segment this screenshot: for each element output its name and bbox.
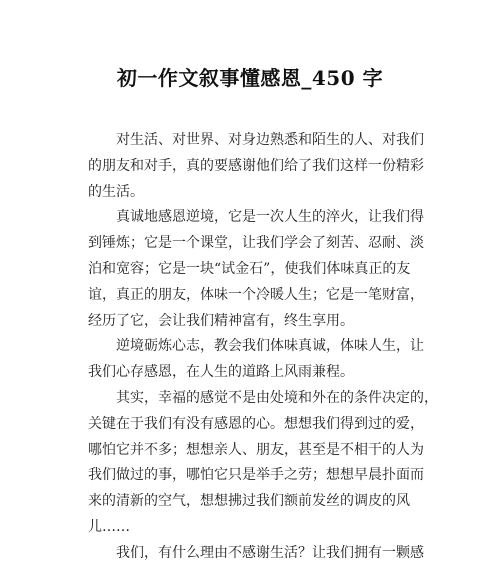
paragraph-line: 其实，幸福的感觉不是由处境和外在的条件决定的， [116,389,438,406]
paragraph-line: 到锤炼；它是一个课堂，让我们学会了刻苦、忍耐、淡 [88,235,424,252]
paragraph-line: 泊和宽容；它是一块“试金石”，使我们体味真正的友 [88,260,411,277]
paragraph-line: 对生活、对世界、对身边熟悉和陌生的人、对我们 [116,132,424,148]
paragraph-line: 来的清新的空气，想想拂过我们额前发丝的调皮的风 [88,493,410,510]
paragraph-line: 我们做过的事，哪怕它只是举手之劳；想想早晨扑面而 [88,467,424,484]
paragraph-line: 我们心存感恩，在人生的道路上风雨兼程。 [88,364,354,381]
paragraph-line: 的朋友和对手，真的要感谢他们给了我们这样一份精彩 [88,157,424,174]
paragraph-line: 我们，有什么理由不感谢生活？让我们拥有一颗感 [116,544,424,561]
document-body [88,128,438,567]
paragraph-line: 真诚地感恩逆境，它是一次人生的淬火，让我们得 [116,209,424,226]
paragraph-line: 儿…… [88,518,130,535]
paragraph-line: 经历了它，会让我们精神富有，终生享用。 [88,312,354,329]
paragraph-line: 谊，真正的朋友，体味一个冷暖人生；它是一笔财富， [88,286,424,303]
paragraph-line: 哪怕它并不多；想想亲人、朋友，甚至是不相干的人为 [88,441,424,458]
paragraph-line: 的生活。 [88,183,144,200]
paragraph-line: 逆境砺炼心志，教会我们体味真诚，体味人生，让 [116,338,424,355]
document-title: 初一作文叙事懂感恩_450 字 [116,66,384,90]
paragraph-line: 关键在于我们有没有感恩的心。想想我们得到过的爱， [88,415,424,432]
